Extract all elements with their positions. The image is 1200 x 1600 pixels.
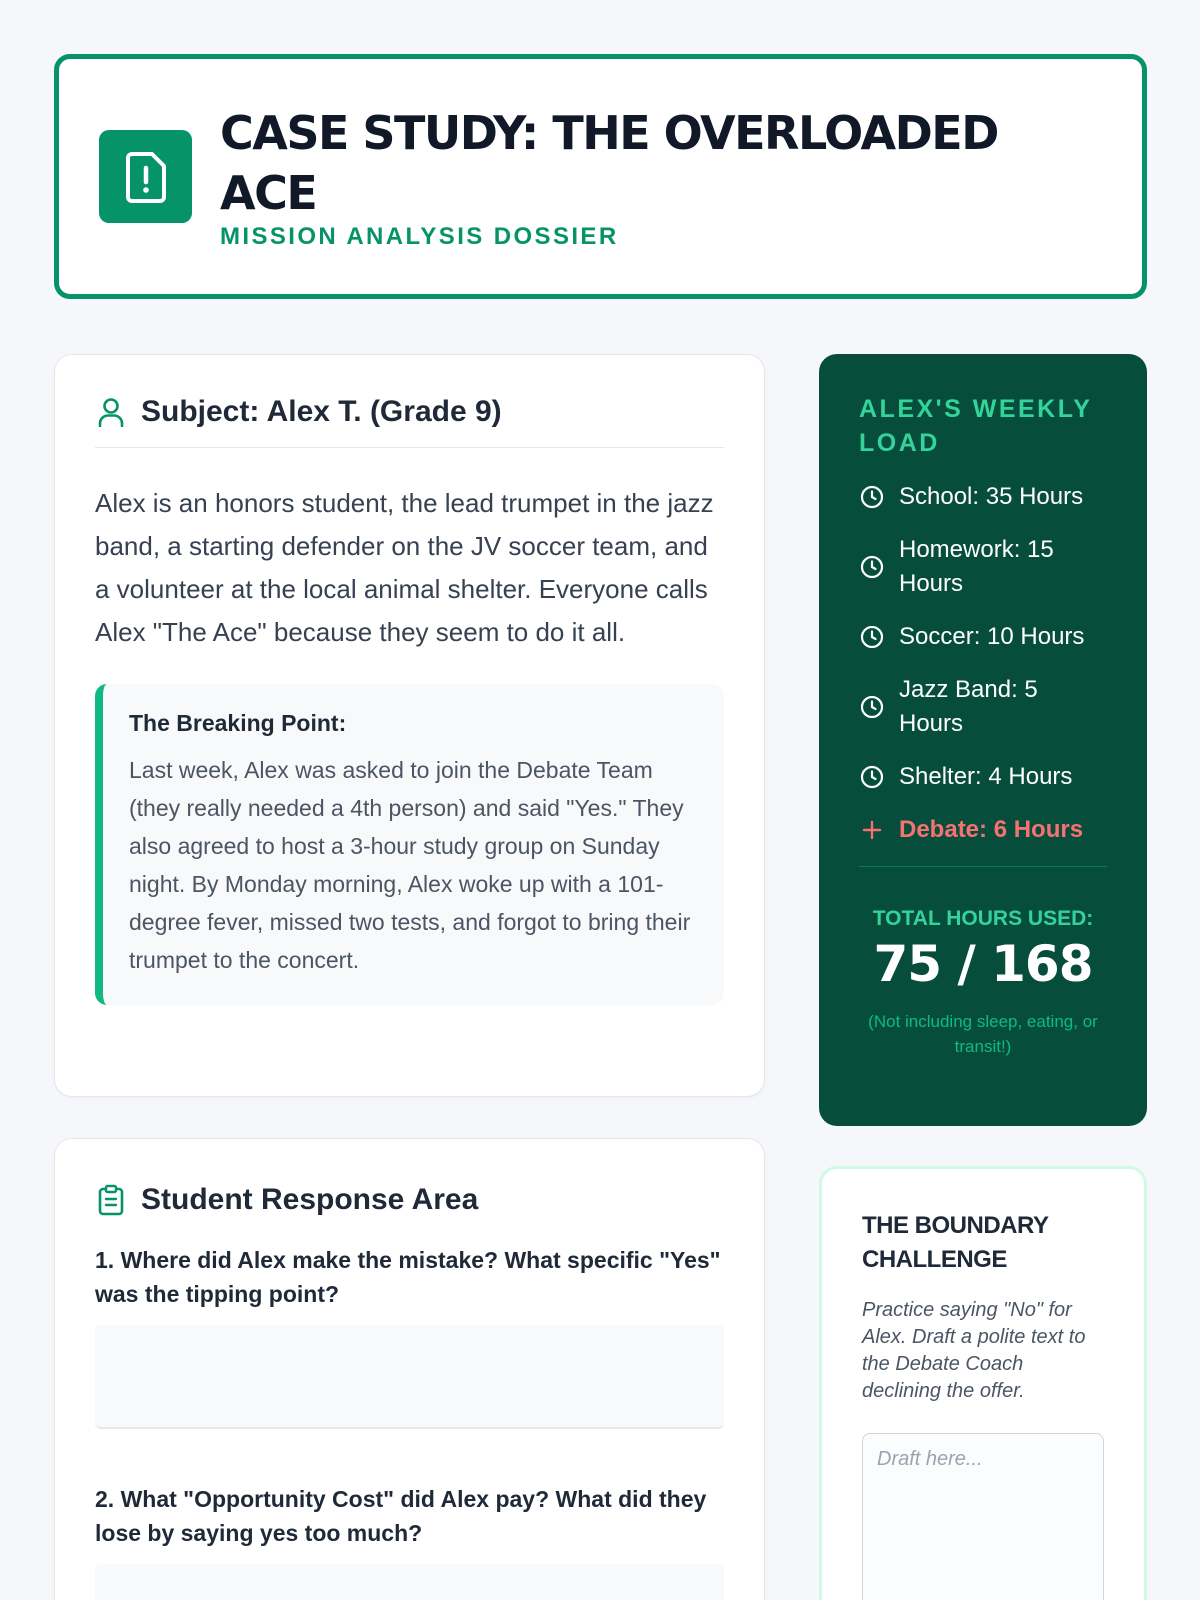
load-item-debate [859,813,1107,847]
load-item-shelter [859,760,1107,794]
clipboard-icon [95,1184,127,1216]
breaking-point-title: The Breaking Point: [129,710,347,736]
page-title: CASE STUDY: THE OVERLOADED ACE [220,105,998,220]
header-card [54,54,1147,299]
answer-2-input[interactable] [95,1564,724,1600]
breaking-point-text: Last week, Alex was asked to join the Debate Team (they really needed a 4th person) and said "Yes." They also agreed to host a 3-hour study group on Sunday night. By Monday morning, Alex woke up with a 101-degree fever, missed two tests, and forgot to bring their trumpet to the concert. [129,757,691,973]
load-item-label: Soccer: 10 Hours [899,623,1085,650]
user-icon [95,396,127,428]
weekly-load-title: ALEX'S WEEKLY LOAD [859,395,1092,457]
clock-icon [859,484,885,510]
response-card [54,1138,765,1600]
load-item-soccer [859,620,1107,654]
response-header [95,1183,724,1217]
subject-card [54,354,765,1097]
plus-icon [859,817,885,843]
load-item-school [859,480,1107,514]
clock-icon [859,764,885,790]
total-hours-note: (Not including sleep, eating, or transit!) [868,1012,1098,1056]
response-heading: Student Response Area [141,1183,479,1216]
boundary-title: THE BOUNDARY CHALLENGE [862,1212,1049,1273]
clock-icon [859,624,885,650]
boundary-description: Practice saying "No" for Alex. Draft a polite text to the Debate Coach declining the offer. [862,1299,1086,1402]
subject-header [95,395,724,448]
total-hours-label: TOTAL HOURS USED: [872,907,1094,930]
question-1: 1. Where did Alex make the mistake? What specific "Yes" was the tipping point? [95,1247,721,1307]
total-hours-value: 75 / 168 [873,935,1093,993]
question-2: 2. What "Opportunity Cost" did Alex pay? What did they lose by saying yes too much? [95,1486,707,1546]
answer-1-input[interactable] [95,1325,724,1429]
load-item-label: Jazz Band: 5 Hours [899,676,1038,737]
load-item-homework [859,533,1107,601]
draft-input[interactable] [862,1433,1104,1600]
clock-icon [859,694,885,720]
load-item-label: Debate: 6 Hours [899,816,1084,843]
boundary-challenge-card [819,1166,1147,1600]
subject-description: Alex is an honors student, the lead trumpet in the jazz band, a starting defender on the JV soccer team, and a volunteer at the local animal shelter. Everyone calls Alex "The Ace" because they seem to do it all. [95,488,714,647]
page-subtitle: MISSION ANALYSIS DOSSIER [220,222,619,250]
load-item-jazz-band [859,673,1107,741]
clock-icon [859,554,885,580]
load-item-label: Homework: 15 Hours [899,536,1054,597]
weekly-load-panel [819,354,1147,1126]
alert-document-icon [99,130,192,223]
subject-heading: Subject: Alex T. (Grade 9) [141,395,502,428]
breaking-point-callout [95,684,724,1005]
load-item-label: Shelter: 4 Hours [899,763,1073,790]
divider [859,866,1107,867]
weekly-load-list [859,480,1107,847]
load-item-label: School: 35 Hours [899,483,1084,510]
